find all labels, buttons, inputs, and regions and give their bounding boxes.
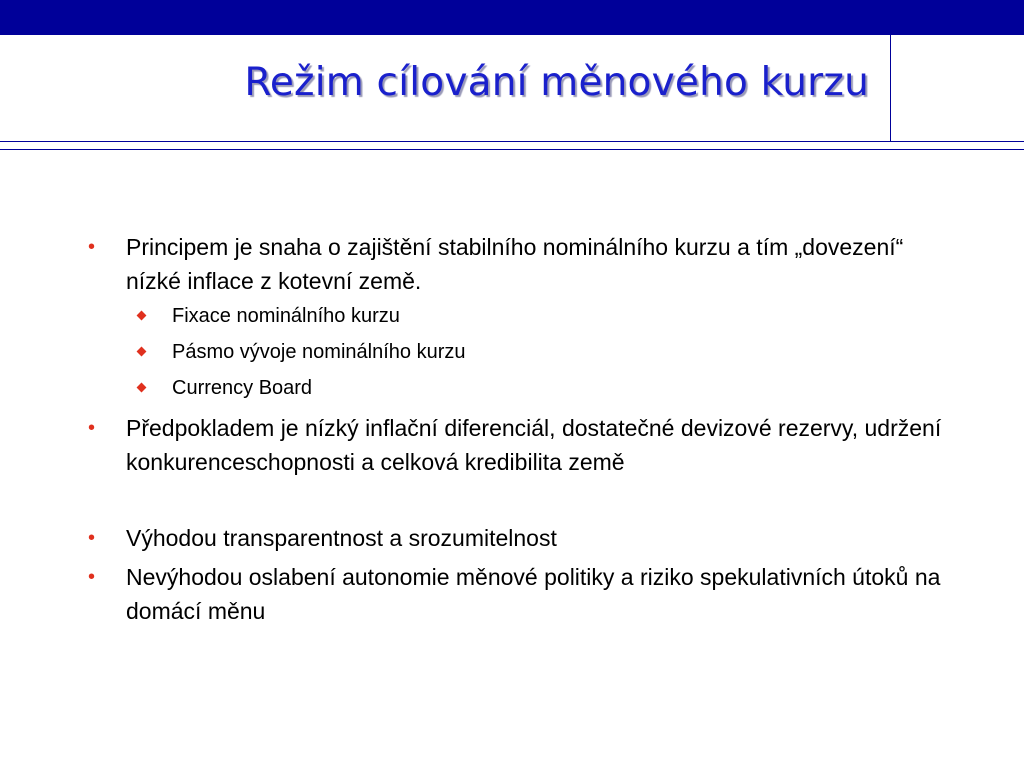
bullet-marker: • (88, 417, 96, 439)
bullet-marker: • (88, 236, 96, 258)
title-divider-horizontal (0, 141, 1024, 142)
sub-bullet-text: Pásmo vývoje nominálního kurzu (172, 341, 466, 363)
top-banner-bar (0, 0, 1024, 35)
sub-bullet-item (88, 375, 948, 401)
bullet-item (88, 560, 948, 628)
sub-bullet-item (88, 339, 948, 365)
bullet-item (88, 411, 948, 479)
slide-content (88, 230, 948, 633)
bullet-text: Principem je snaha o zajištění stabilního nominálního kurzu a tím „dovezení“ nízké inflace z kotevní země. (126, 234, 904, 294)
title-divider-vertical (890, 35, 891, 141)
diamond-bullet-icon (137, 311, 147, 321)
sub-bullet-item (88, 303, 948, 329)
title-divider-horizontal-lower (0, 149, 1024, 150)
bullet-item (88, 230, 948, 298)
bullet-item (88, 521, 948, 555)
sub-bullet-text: Currency Board (172, 377, 313, 399)
diamond-bullet-icon (137, 347, 147, 357)
spacer (88, 484, 948, 521)
bullet-text: Výhodou transparentnost a srozumitelnost (126, 525, 557, 551)
diamond-bullet-icon (137, 383, 147, 393)
bullet-text: Předpokladem je nízký inflační diferenciál, dostatečné devizové rezervy, udržení konkurenceschopnosti a celková kredibilita země (126, 415, 942, 475)
bullet-text: Nevýhodou oslabení autonomie měnové politiky a riziko spekulativních útoků na domácí měnu (126, 564, 941, 624)
sub-bullet-text: Fixace nominálního kurzu (172, 305, 400, 327)
bullet-marker: • (88, 527, 96, 549)
bullet-marker: • (88, 566, 96, 588)
slide-title: Režim cílování měnového kurzu (244, 60, 869, 105)
